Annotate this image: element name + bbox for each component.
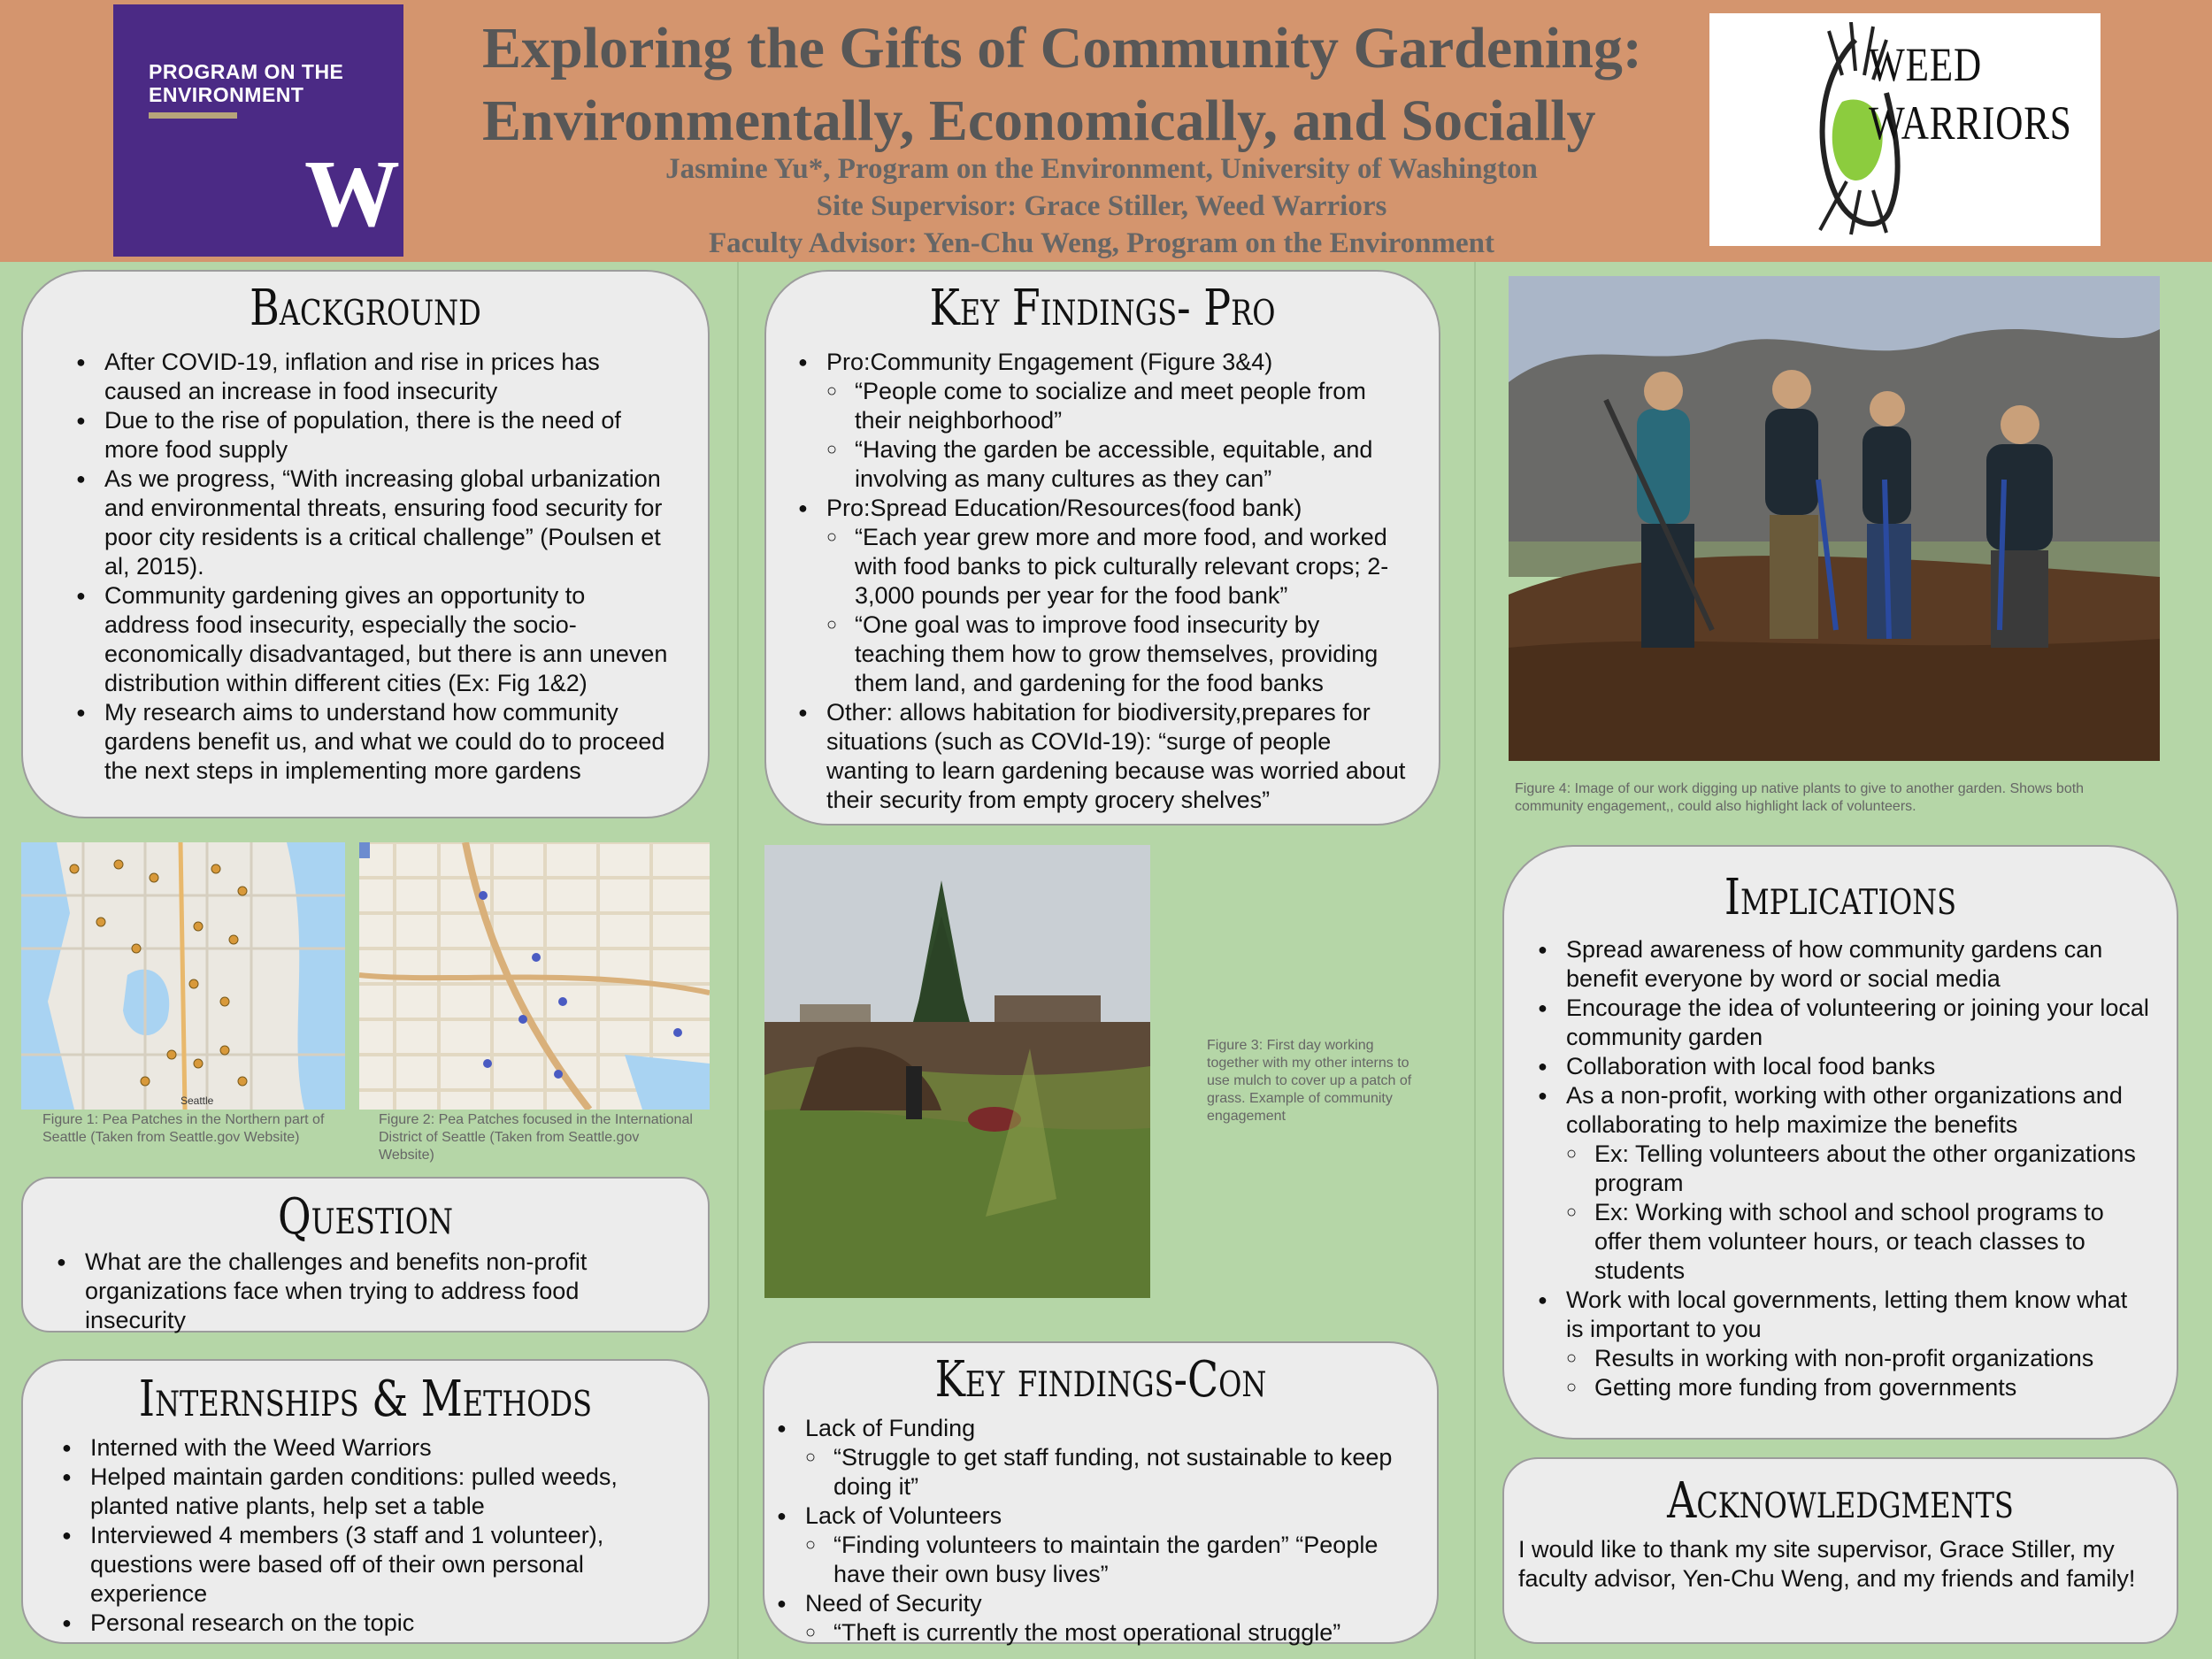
list-item [805,1414,1410,1502]
question-heading: Question [277,1188,454,1246]
findings-pro-heading: Key Findings- Pro [929,280,1276,337]
key-findings-pro-section [764,270,1440,826]
list-item: ● Personal research on the topic [90,1609,681,1638]
sub-list-item: ○ “Finding volunteers to maintain the garden” “People have their own busy lives” [833,1531,1410,1589]
sub-list-item: ○ “People come to socialize and meet people from their neighborhood” [855,377,1412,435]
question-section [21,1177,710,1333]
weed-warriors-logo [1709,13,2101,246]
list-item-label: Need of Security [805,1590,982,1617]
key-findings-con-section [763,1341,1439,1644]
poster-title [482,12,1721,157]
poster-header [0,0,2212,262]
sub-list-item: ○ “Struggle to get staff funding, not sustainable to keep doing it” [833,1443,1410,1502]
findings-con-list [805,1414,1410,1647]
figure-2-caption: Figure 2: Pea Patches focused in the International District of Seattle (Taken from Seattle.gov Website) [379,1112,693,1163]
sub-list [805,1618,1410,1647]
list-item: ● Collaboration with local food banks [1566,1052,2150,1081]
list-item [805,1589,1410,1647]
figure-3-caption: Figure 3: First day working together with my other interns to use mulch to cover up a patch of grass. Example of community engagement [1207,1038,1412,1124]
acknowledgments-section [1502,1457,2178,1644]
logo-right-text: WEED WARRIORS [1869,38,2072,150]
list-item: ● Due to the rise of population, there is the need of more food supply [104,406,676,465]
program-on-the-environment-logo [113,4,403,257]
logo-bar [149,112,237,119]
volunteers-digging-photo-icon [1509,276,2160,761]
sub-list-item: ○ Ex: Telling volunteers about the other organizations program [1594,1140,2150,1198]
list-item: ● Encourage the idea of volunteering or joining your local community garden [1566,994,2150,1052]
implications-list [1566,935,2150,1402]
list-item [805,1502,1410,1589]
sub-list [826,523,1412,698]
international-district-map-icon [359,842,710,1110]
list-item: ● After COVID-19, inflation and rise in prices has caused an increase in food insecurity [104,348,676,406]
question-list [64,1248,681,1335]
sub-list-item: ○ Ex: Working with school and school programs to offer them volunteer hours, or teach classes to students [1594,1198,2150,1286]
list-item [1566,1286,2150,1402]
figure-4-caption: Figure 4: Image of our work digging up native plants to give to another garden. Shows both community engagement,, could also highlight lack of volunteers. [1515,781,2085,814]
advisor-line: Faculty Advisor: Yen-Chu Weng, Program on the Environment [709,227,1494,259]
figure-4-photo [1509,276,2160,761]
list-item: ● Interviewed 4 members (3 staff and 1 volunteer), questions were based off of their own personal experience [90,1521,681,1609]
column-divider [737,262,739,1659]
figure-1-map [21,842,345,1110]
internships-methods-section [21,1359,710,1644]
sub-list [1566,1344,2150,1402]
sub-list [805,1443,1410,1502]
list-item-label: Work with local governments, letting them know what is important to you [1566,1286,2128,1342]
garden-mulch-photo-icon [764,845,1150,1298]
list-item-label: Lack of Funding [805,1415,976,1441]
list-item: ● Interned with the Weed Warriors [90,1433,681,1463]
list-item: ● What are the challenges and benefits non-profit organizations face when trying to address food insecurity [85,1248,681,1335]
sub-list [826,377,1412,494]
sub-list-item: ○ “Having the garden be accessible, equitable, and involving as many cultures as they can” [855,435,1412,494]
sub-list-item: ○ Results in working with non-profit organizations [1594,1344,2150,1373]
uw-w-letter: W [304,142,400,247]
author-line: Jasmine Yu*, Program on the Environment, University of Washington [665,153,1538,185]
findings-pro-list [826,348,1412,815]
map-label: Seattle [180,1094,214,1107]
list-item [826,348,1412,494]
background-list [83,348,676,786]
list-item: ● My research aims to understand how community gardens benefit us, and what we could do to proceed the next steps in implementing more gardens [104,698,676,786]
list-item-label: Pro:Spread Education/Resources(food bank) [826,495,1302,521]
list-item-label: As a non-profit, working with other organizations and collaborating to help maximize the benefits [1566,1082,2123,1138]
sub-list [805,1531,1410,1589]
sub-list [1566,1140,2150,1286]
figure-2-map [359,842,710,1110]
figure-3-photo [764,845,1150,1298]
seattle-north-map-icon [21,842,345,1110]
list-item-label: Lack of Volunteers [805,1502,1002,1529]
acknowledgments-text: I would like to thank my site supervisor, Grace Stiller, my faculty advisor, Yen-Chu Weng, and my friends and family! [1518,1536,2136,1592]
title-line-1: Exploring the Gifts of Community Gardening: [482,16,1642,81]
list-item: ● Spread awareness of how community gardens can benefit everyone by word or social media [1566,935,2150,994]
acknowledgments-heading: Acknowledgments [1667,1472,2014,1530]
list-item: ● As we progress, “With increasing global urbanization and environmental threats, ensuring food security for poor city residents is a critical challenge” (Poulsen et al, 2015). [104,465,676,581]
implications-heading: Implications [1724,869,1957,926]
background-heading: Background [250,280,481,337]
list-item-label: Pro:Community Engagement (Figure 3&4) [826,349,1273,375]
sub-list-item: ○ “Each year grew more and more food, and worked with food banks to pick culturally relevant crops; 2-3,000 pounds per year for the food bank” [855,523,1412,611]
background-section [21,270,710,818]
list-item [826,494,1412,698]
list-item: ● Helped maintain garden conditions: pulled weeds, planted native plants, help set a table [90,1463,681,1521]
title-line-2: Environmentally, Economically, and Socially [482,88,1596,153]
sub-list-item: ○ Getting more funding from governments [1594,1373,2150,1402]
list-item [1566,1081,2150,1286]
findings-con-heading: Key findings-Con [934,1351,1267,1409]
logo-left-text: PROGRAM ON THE ENVIRONMENT [149,60,344,106]
list-item: ● Community gardening gives an opportunity to address food insecurity, especially the socio-economically disadvantaged, but there is ann uneven distribution within different cities (Ex: Fig 1&2) [104,581,676,698]
internships-list [69,1433,681,1638]
column-divider [1474,262,1476,1659]
sub-list-item: ○ “One goal was to improve food insecurity by teaching them how to grow themselves, providing them land, and gardening for the food banks [855,611,1412,698]
sub-list-item: ○ “Theft is currently the most operational struggle” [833,1618,1410,1647]
supervisor-line: Site Supervisor: Grace Stiller, Weed Warriors [816,190,1387,222]
figure-1-caption: Figure 1: Pea Patches in the Northern part of Seattle (Taken from Seattle.gov Website) [42,1112,325,1145]
internships-heading: Internships & Methods [138,1371,593,1428]
author-block [522,150,1681,262]
implications-section [1502,845,2178,1440]
list-item: ● Other: allows habitation for biodiversity,prepares for situations (such as COVId-19): “surge of people wanting to learn gardening because was worried about their security from empty grocery shelves” [826,698,1412,815]
